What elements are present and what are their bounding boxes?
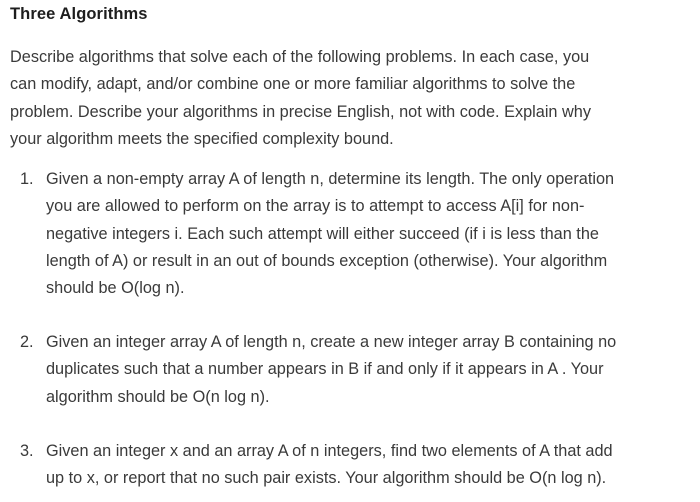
intro-line: your algorithm meets the specified complexity bound.	[10, 129, 394, 148]
problem-line: should be O(log n).	[46, 279, 185, 298]
page-title: Three Algorithms	[10, 5, 148, 23]
problem-line: you are allowed to perform on the array is to attempt to access A[i] for non-	[46, 197, 585, 216]
problem-line: Given an integer array A of length n, create a new integer array B containing no	[46, 333, 617, 351]
problem-number: 3.	[20, 442, 34, 460]
intro-line: can modify, adapt, and/or combine one or more familiar algorithms to solve the	[10, 75, 576, 94]
problem-line: Given an integer x and an array A of n integers, find two elements of A that add	[46, 442, 613, 460]
problem-line: duplicates such that a number appears in B if and only if it appears in A . Your	[46, 360, 604, 379]
problem-line: Given a non-empty array A of length n, determine its length. The only operation	[46, 170, 615, 188]
problem-number: 2.	[20, 333, 34, 351]
problem-line: negative integers i. Each such attempt will either succeed (if i is less than the	[46, 224, 599, 243]
problem-line: up to x, or report that no such pair exists. Your algorithm should be O(n log n).	[46, 469, 607, 488]
intro-line: problem. Describe your algorithms in precise English, not with code. Explain why	[10, 102, 591, 121]
intro-paragraph	[10, 44, 685, 153]
problem-text	[46, 166, 614, 302]
intro-line: Describe algorithms that solve each of the following problems. In each case, you	[10, 48, 590, 66]
problem-text	[46, 438, 613, 493]
problem-line: length of A) or result in an out of bounds exception (otherwise). Your algorithm	[46, 251, 608, 270]
problem-text	[46, 329, 616, 411]
problem-number: 1.	[20, 170, 34, 188]
problem-line: algorithm should be O(n log n).	[46, 387, 270, 406]
